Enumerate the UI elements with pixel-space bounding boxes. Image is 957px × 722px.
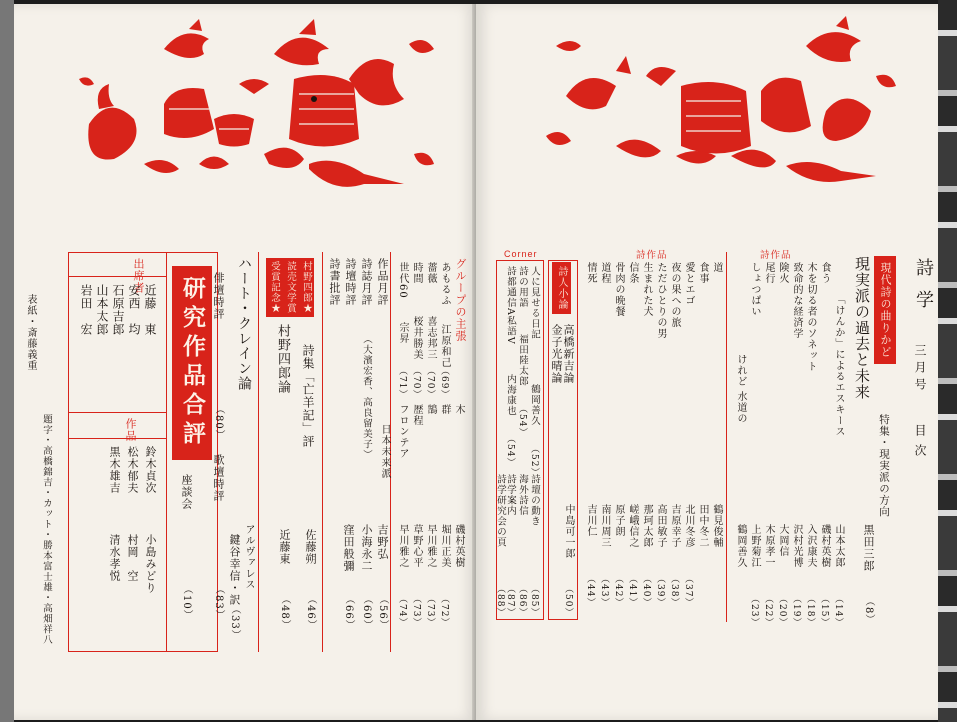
- work-author-2: 小島みどり: [144, 534, 157, 594]
- group-author-9: 早川雅之: [397, 524, 408, 568]
- column-label-3: 詩壇時評: [344, 258, 357, 306]
- corner-item-5: 海外詩信: [517, 474, 528, 516]
- essay-title-8: けれど 水道の: [735, 354, 746, 425]
- poet-essays-box: [548, 260, 578, 620]
- group-author-4: 宗昇: [397, 322, 408, 344]
- work-author-1: 鈴木貞次: [144, 446, 157, 494]
- work2-title-2: 情死: [585, 262, 596, 284]
- essay-title-7: しょつぱい: [749, 262, 760, 317]
- work2-page-1: （43）: [599, 574, 609, 608]
- attendee-2: 安西 均: [127, 284, 141, 336]
- group-page-7: （73）: [425, 594, 435, 628]
- group-author-7: 早川雅之: [425, 524, 436, 568]
- essay-author-3: 入沢康夫: [805, 524, 816, 568]
- corner-page-2: （54）: [517, 404, 527, 438]
- work-author-5: 黒木雄吉: [108, 446, 121, 494]
- column-author-3: 窪田般彌: [342, 524, 355, 572]
- group-page-2: （70）: [425, 366, 435, 400]
- work1-page-6: （40）: [641, 574, 651, 608]
- binding-edge: [0, 0, 14, 722]
- column-label-4: 詩書批評: [328, 258, 341, 306]
- column-page-3: （66）: [343, 594, 354, 631]
- essay-author-8: 鶴岡善久: [735, 524, 746, 568]
- group-extra: 木: [453, 404, 464, 415]
- column-page-2: （60）: [361, 594, 372, 631]
- translation-translator: 鍵谷幸信・訳: [228, 534, 241, 606]
- feature-badge: 現代詩の曲りかど: [874, 256, 896, 364]
- feature-page: （10）: [181, 584, 192, 621]
- work1-page-5: （39）: [655, 574, 665, 608]
- work2-author-1: 南川周三: [599, 504, 610, 548]
- essay-author-6: 木原孝一: [763, 524, 774, 568]
- feature-title: 研究作品合評: [172, 266, 212, 460]
- group-8: 歴程: [411, 404, 422, 426]
- column-label-1: 作品月評: [376, 258, 389, 306]
- corner-item-1: 人に見せる日記: [529, 266, 540, 340]
- poet-essay-title-2: 金子光晴論: [550, 324, 563, 384]
- essay-page-1: （14）: [833, 594, 843, 628]
- credit-titles: 題字・高橋錦吉・カット・勝本富士雄・高畑祥八: [41, 414, 52, 645]
- corner-author-3: 内海康也: [505, 374, 516, 416]
- work2-page-2: （44）: [585, 574, 595, 608]
- work1-author-7: 嵯峨信之: [627, 504, 638, 548]
- essay-title-2: 食う: [819, 262, 830, 284]
- haiku-review: 俳壇時評: [212, 272, 225, 320]
- group-page-6: （72）: [439, 594, 449, 628]
- poet-essays-badge: 詩人小論: [552, 262, 571, 314]
- haiku-page: （80）: [213, 404, 224, 441]
- group-author-6: 堀川正美: [439, 524, 450, 568]
- translation-page: （33）: [229, 604, 240, 641]
- award-page-1: （46）: [305, 594, 316, 631]
- corner-page-5: （86）: [517, 584, 527, 618]
- award-reviewer-1: 佐藤朔: [304, 529, 317, 565]
- attendee-5: 岩田 宏: [79, 284, 93, 336]
- group-6: 群: [439, 404, 450, 415]
- essay-author-5: 大岡信: [777, 524, 788, 557]
- essay-title-4: 致命的な経済学: [791, 262, 802, 339]
- magazine-title: 詩学: [913, 258, 934, 322]
- corner-author-2: 福田陸太郎: [517, 334, 528, 387]
- work1-title-3: 愛とエゴ: [683, 262, 694, 306]
- attendees-heading: 出席者: [132, 258, 145, 294]
- column-author-2: 小海永二: [360, 524, 373, 572]
- group-4: 世代60: [397, 262, 408, 299]
- poet-essay-page-1: （50）: [563, 584, 573, 618]
- birds-woodcut-illustration-right: [536, 16, 911, 201]
- work1-author-8: 原子朗: [613, 504, 624, 537]
- group-page-4: （71）: [397, 366, 407, 400]
- work-author-3: 松木郁夫: [126, 446, 139, 494]
- essay-title-3: 木を切る者のソネット: [805, 262, 816, 372]
- essay-author-7: 上野菊江: [749, 524, 760, 568]
- corner-item-4: 詩壇の動き: [529, 474, 540, 527]
- corner-author-1: 鶴岡善久: [529, 384, 540, 426]
- works-heading: 作品: [124, 418, 137, 442]
- work1-author-5: 高田敏子: [655, 504, 666, 548]
- group-author-1: 江原和己: [439, 324, 450, 368]
- group-3: 時間: [411, 262, 422, 284]
- corner-page-4: （85）: [529, 584, 539, 618]
- work1-title-4: 夜の果への旅: [669, 262, 680, 328]
- essay-page-5: （20）: [777, 594, 787, 628]
- feature-main-title: 現実派の過去と未来: [853, 256, 871, 400]
- attendee-4: 山本太郎: [95, 284, 109, 336]
- essay-page-7: （23）: [749, 594, 759, 628]
- translation-author: アルヴァレス: [243, 524, 254, 590]
- column-reviewers: （大濱宏香、高良留美子）: [361, 334, 372, 460]
- corner-page-7: （88）: [495, 584, 505, 618]
- credit-cover: 表紙・斎藤義重: [25, 294, 36, 371]
- work1-page-3: （37）: [683, 574, 693, 608]
- birds-woodcut-illustration: [69, 14, 459, 199]
- group-page-9: （74）: [397, 594, 407, 628]
- work1-author-2: 田中冬二: [697, 504, 708, 548]
- work1-title-5: ただひとりの男: [655, 262, 666, 339]
- work1-author-4: 吉原幸子: [669, 504, 680, 548]
- essay-title-6: 尾行: [763, 262, 774, 284]
- feature-main-author: 黒田三郎: [862, 524, 875, 572]
- essay-page-2: （15）: [819, 594, 829, 628]
- award-badge-2: 読売文学賞: [282, 258, 298, 317]
- essay-author-2: 磯村英樹: [819, 524, 830, 568]
- work2-title-1: 道程: [599, 262, 610, 284]
- group-5: 日本未来派: [379, 424, 390, 479]
- group-author-2: 喜志邦三: [425, 316, 436, 360]
- tanka-review: 歌壇時評: [212, 454, 225, 502]
- essay-page-4: （19）: [791, 594, 801, 628]
- works1-label: 詩作品: [760, 250, 792, 261]
- works2-label: 詩作品: [636, 250, 668, 261]
- group-page-8: （73）: [411, 594, 421, 628]
- attendee-1: 近藤 東: [143, 284, 157, 336]
- poet-essay-title-1: 高橋新吉論: [562, 324, 575, 384]
- group-page-3: （70）: [411, 366, 421, 400]
- corner-item-6: 詩学案内: [505, 474, 516, 516]
- essay-author-1: 山本太郎: [833, 524, 844, 568]
- work1-title-6: 生まれた犬: [641, 262, 652, 317]
- tanka-page: （83）: [213, 584, 224, 621]
- feature-main-page: （8）: [863, 596, 874, 626]
- award-reviewer-2: 近藤東: [278, 529, 291, 565]
- work1-page-7: （41）: [627, 574, 637, 608]
- work1-author-6: 那珂太郎: [641, 504, 652, 548]
- essay-page-3: （18）: [805, 594, 815, 628]
- work1-title-2: 食事: [697, 262, 708, 284]
- corner-page-3: （54）: [505, 434, 515, 468]
- award-author-essay: 村野四郎論: [275, 324, 290, 394]
- column-author-1: 吉野弘: [376, 524, 389, 560]
- background-edge: [938, 0, 957, 722]
- toc-label: 目次: [913, 424, 927, 464]
- group-2: 薔薇: [425, 262, 436, 284]
- award-badge-3: 受賞記念★: [266, 258, 282, 317]
- group-page-1: （69）: [439, 366, 449, 400]
- work-author-6: 清水孝悦: [108, 534, 121, 582]
- attendee-3: 石原吉郎: [111, 284, 125, 336]
- group-1: あもるふ: [439, 262, 450, 306]
- group-author-3: 桜井勝美: [411, 316, 422, 360]
- award-work: 詩集「亡羊記」評: [301, 344, 315, 448]
- group-7: 鵠: [425, 404, 436, 415]
- column-page-1: （56）: [377, 594, 388, 631]
- essay-title-5: 険火: [777, 262, 788, 284]
- corner-page-6: （87）: [505, 584, 515, 618]
- corner-label: Corner: [504, 249, 538, 259]
- award-page-2: （48）: [279, 594, 290, 631]
- work1-author-1: 鶴見俊輔: [711, 504, 722, 548]
- group-9: フロンテア: [397, 404, 408, 459]
- work1-title-8: 骨肉の晩餐: [613, 262, 624, 317]
- corner-page-1: （52）: [529, 444, 539, 478]
- work1-title-1: 道: [711, 262, 722, 273]
- feature-subtitle: 座談会: [180, 474, 193, 510]
- essay-page-6: （22）: [763, 594, 773, 628]
- work1-page-8: （42）: [613, 574, 623, 608]
- corner-item-2: 詩の用語: [517, 266, 528, 308]
- work1-page-4: （38）: [669, 574, 679, 608]
- work-author-4: 村岡 空: [126, 534, 139, 582]
- translation-title: ハート・クレイン論: [236, 256, 252, 391]
- corner-item-3: 詩都通信A私語V: [505, 266, 516, 345]
- essay-author-4: 沢村光博: [791, 524, 802, 568]
- column-label-2: 詩誌月評: [360, 258, 373, 306]
- work1-author-3: 北川冬彦: [683, 504, 694, 548]
- essay-title-1: 「けんか」によるエスキース: [833, 294, 844, 437]
- work1-title-7: 信条: [627, 262, 638, 284]
- issue-label: 三月号: [913, 344, 927, 395]
- left-page: [14, 4, 476, 720]
- group-author-extra: 磯村英樹: [453, 524, 464, 568]
- award-badge-1: 村野四郎★: [298, 258, 314, 317]
- groups-heading: グループの主張: [454, 258, 467, 342]
- group-author-8: 草野心平: [411, 524, 422, 568]
- corner-item-7: 詩学研究会の頁: [495, 474, 506, 548]
- feature-special-label: 特集・現実派の方向: [878, 414, 890, 518]
- poet-essay-author-1: 中島可一郎: [563, 504, 574, 559]
- right-page: [476, 4, 938, 720]
- work2-author-2: 吉川仁: [585, 504, 596, 537]
